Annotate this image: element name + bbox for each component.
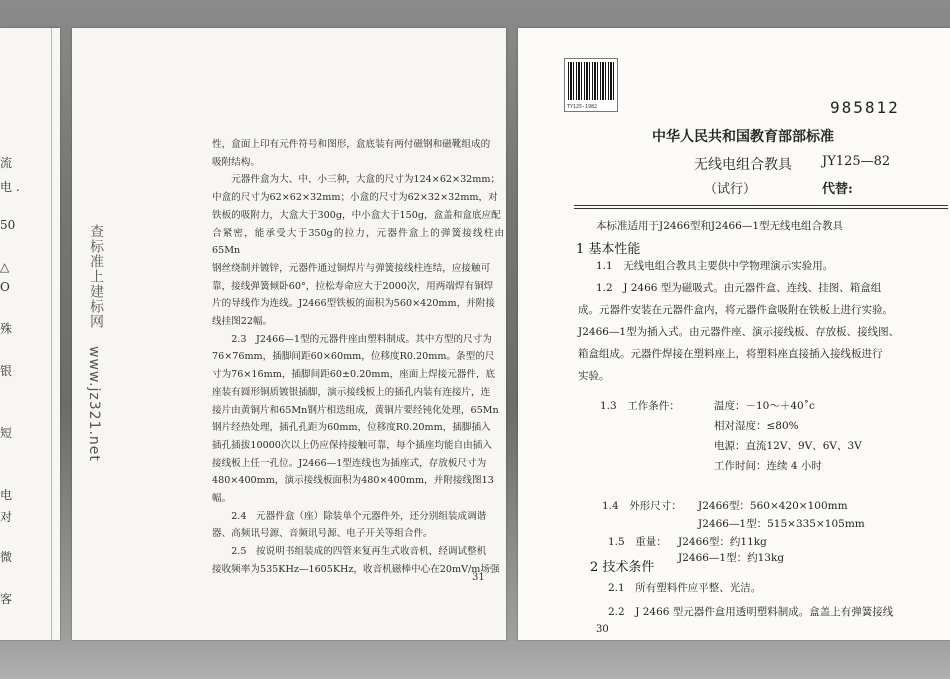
left-fragment: 对 — [0, 510, 13, 524]
text-line: 接收频率为535KHz—1605KHz，收音机磁棒中心在20mV/m场强 — [212, 563, 500, 575]
scope-statement: 本标准适用于J2466型和J2466—1型无线电组合教具 — [596, 220, 844, 232]
barcode-label: TY125-1982 — [567, 104, 598, 110]
left-fragment: 银 — [0, 364, 13, 378]
clause-1-2-line: 成。元器件安装在元器件盒内，将元器件盒吸附在铁板上进行实验。 — [578, 304, 893, 316]
left-fragment: 微 — [0, 550, 13, 564]
weight-j2466-1: J2466—1型：约13kg — [678, 552, 785, 564]
replaces-label: 代替: — [822, 182, 853, 197]
document-number: 985812 — [830, 98, 900, 117]
text-line: 钢丝绕制并镀锌，元器件通过铜焊片与弹簧接线柱连结，应接触可 — [212, 262, 491, 274]
document-page-31 — [72, 28, 506, 640]
text-line: 合紧密，能承受大于350g的拉力，元器件盒上的弹簧接线柱由65Mn — [212, 227, 504, 257]
text-line: 片的导线作为连线。J2466型铁板的面积为560×420mm，并附接 — [212, 298, 495, 310]
left-fragment: △ — [0, 260, 10, 274]
left-fragment: O — [0, 280, 10, 294]
condition-power: 电源：直流12V、9V、6V、3V — [714, 440, 862, 452]
watermark-site-name: 查标准上建标网 — [88, 224, 104, 329]
clause-1-2-line: J2466—1型为插入式。由元器件座、演示接线板、存放板、接线图、 — [578, 326, 900, 338]
page-edge-line — [51, 28, 52, 640]
scan-background-strip — [0, 641, 950, 679]
text-line: 座装有圆形铜质镀银插脚，演示接线板上的插孔内装有连接片，连 — [212, 386, 491, 398]
left-fragment: 50 — [0, 218, 16, 232]
text-line: 2.4 元器件盒（座）除装单个元器件外，还分别组装成调谐 — [231, 510, 487, 522]
dimension-j2466-1: J2466—1型：515×335×105mm — [698, 518, 865, 530]
document-title: 无线电组合教具 — [694, 157, 792, 173]
standard-code: JY125—82 — [822, 154, 891, 169]
text-line: 寸为76×16mm，插脚间距60±0.20mm，座面上焊接元器件，底 — [212, 369, 496, 381]
text-line: 2.5 按说明书组装成的四管来复再生式收音机，经调试整机 — [231, 546, 487, 558]
left-fragment: 电 . — [0, 180, 20, 194]
text-line: 元器件盒为大、中、小三种，大盒的尺寸为124×62×32mm； — [231, 174, 501, 186]
text-line: 器、高频讯号源、音频讯号源、电子开关等组合件。 — [212, 528, 433, 540]
text-line: 接片由黄铜片和65Mn钢片相迭组成，黄铜片要经钝化处理，65Mn — [212, 404, 499, 416]
text-line: 2.3 J2466—1型的元器件座由塑料制成。其中方型的尺寸为 — [231, 333, 492, 345]
text-line: 铁板的吸附力，大盒大于300g，中小盒大于150g，盒盖和盒底应配 — [212, 209, 501, 221]
page-number: 30 — [596, 624, 609, 635]
text-line: 幅。 — [212, 493, 232, 505]
watermark-url: www.jz321.net — [86, 346, 102, 462]
text-line: 钢片经热处理，插孔孔距为60mm，位移度R0.20mm，插脚插入 — [212, 422, 491, 434]
trial-label: （试行） — [704, 182, 757, 197]
weight-j2466: J2466型：约11kg — [678, 536, 767, 548]
clause-2-2: 2.2 J 2466 型元器件盒用透明塑料制成。盒盖上有弹簧接线 — [608, 606, 894, 618]
condition-temperature: 温度：－10～＋40˚c — [714, 400, 815, 412]
text-line: 线挂图22幅。 — [212, 316, 273, 328]
clause-1-3-label: 1.3 工作条件： — [600, 400, 680, 412]
left-fragment: 流 — [0, 156, 13, 170]
left-page-fragment — [0, 28, 60, 640]
left-fragment: 殊 — [0, 322, 13, 336]
page-number: 31 — [472, 572, 485, 583]
page-body-text — [212, 136, 504, 579]
header-rule-bottom — [574, 208, 948, 209]
text-line: 480×400mm，演示接线板面积为480×400mm，并附接线图13 — [212, 475, 494, 487]
left-fragment: 客 — [0, 592, 13, 606]
condition-humidity: 相对湿度：≤80% — [714, 420, 799, 432]
dimension-j2466: J2466型：560×420×100mm — [698, 500, 848, 512]
text-line: 吸附结构。 — [212, 156, 260, 168]
text-line: 靠，接线弹簧倾卧60°，拉松寿命应大于2000次，用两端焊有铜焊 — [212, 280, 494, 292]
text-line: 性，盒面上印有元件符号和图形，盒底装有两付磁钢和磁靴组成的 — [212, 139, 491, 150]
standard-issuer-title: 中华人民共和国教育部部标准 — [652, 129, 834, 145]
section-1-title: 1 基本性能 — [576, 242, 641, 257]
section-2-title: 2 技术条件 — [590, 560, 655, 575]
condition-work-time: 工作时间：连续 4 小时 — [714, 460, 822, 472]
left-fragment: 短 — [0, 426, 13, 440]
header-rule-top — [574, 205, 948, 206]
text-line: 中盒的尺寸为62×62×32mm；小盒的尺寸为62×32×32mm，对 — [212, 192, 498, 204]
left-fragment: 电 — [0, 488, 13, 502]
text-line: 插孔插拔10000次以上仍应保持接触可靠，每个插座均能自由插入 — [212, 439, 492, 451]
clause-1-2-line: 实验。 — [578, 370, 610, 382]
clause-1-1: 1.1 无线电组合教具主要供中学物理演示实验用。 — [596, 260, 834, 272]
clause-2-1: 2.1 所有塑料件应平整、光洁。 — [608, 582, 762, 594]
barcode-bars — [568, 62, 614, 100]
text-line: 76×76mm，插脚间距60×60mm，位移度R0.20mm。条型的尺 — [212, 351, 495, 363]
text-line: 接线板上任一孔位。J2466—1型连线也为插座式，存放板尺寸为 — [212, 457, 487, 469]
barcode-image — [564, 58, 618, 112]
document-page-30 — [518, 28, 950, 640]
clause-1-2-line: 箱盒组成。元器件焊接在塑料座上，将塑料座直接插入接线板进行 — [578, 348, 883, 360]
clause-1-4-label: 1.4 外形尺寸： — [602, 500, 682, 512]
clause-1-5-label: 1.5 重量： — [608, 536, 667, 548]
clause-1-2: 1.2 J 2466 型为磁吸式。由元器件盒、连线、挂图、箱盒组 — [596, 282, 882, 294]
